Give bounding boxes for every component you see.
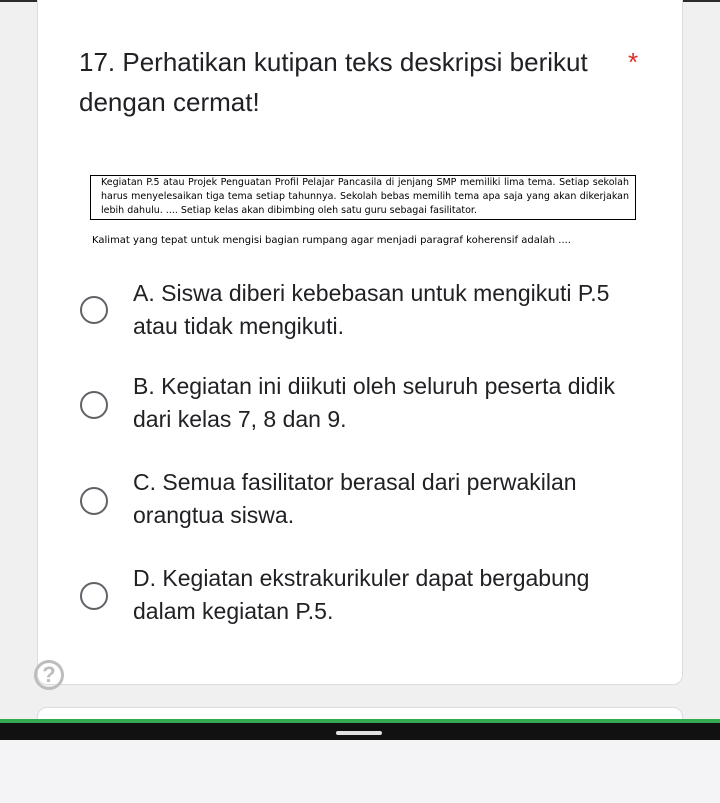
- option-c-label: C. Semua fasilitator berasal dari perwakilan orangtua siswa.: [133, 469, 577, 528]
- question-title: 17. Perhatikan kutipan teks deskripsi berikut dengan cermat!: [79, 47, 588, 117]
- drag-handle[interactable]: [336, 731, 382, 735]
- option-a[interactable]: [80, 277, 640, 347]
- question-circle-icon[interactable]: ?: [34, 660, 64, 690]
- radio-button-b[interactable]: [80, 391, 108, 419]
- radio-button-a[interactable]: [80, 296, 108, 324]
- question-prompt: Kalimat yang tepat untuk mengisi bagian rumpang agar menjadi paragraf koherensif adalah ....: [92, 235, 571, 246]
- radio-button-d[interactable]: [80, 582, 108, 610]
- option-c[interactable]: [80, 466, 640, 536]
- option-a-label: A. Siswa diberi kebebasan untuk mengikuti P.5 atau tidak mengikuti.: [133, 280, 610, 339]
- option-d[interactable]: [80, 562, 640, 632]
- option-d-label: D. Kegiatan ekstrakurikuler dapat bergabung dalam kegiatan P.5.: [133, 565, 590, 624]
- passage-text-box: Kegiatan P.5 atau Projek Penguatan Profil Pelajar Pancasila di jenjang SMP memiliki lima tema. Setiap sekolah harus menyelesaikan tiga tema setiap tahunnya. Sekolah bebas memilih tema apa saja yang akan dikerjakan lebih dahulu. .... Setiap kelas akan dibimbing oleh satu guru sebagai fasilitator.: [90, 175, 636, 220]
- bottom-area: [0, 740, 720, 803]
- required-indicator: *: [628, 47, 639, 77]
- option-b-label: B. Kegiatan ini diikuti oleh seluruh peserta didik dari kelas 7, 8 dan 9.: [133, 373, 616, 432]
- radio-button-c[interactable]: [80, 487, 108, 515]
- option-b[interactable]: [80, 370, 640, 440]
